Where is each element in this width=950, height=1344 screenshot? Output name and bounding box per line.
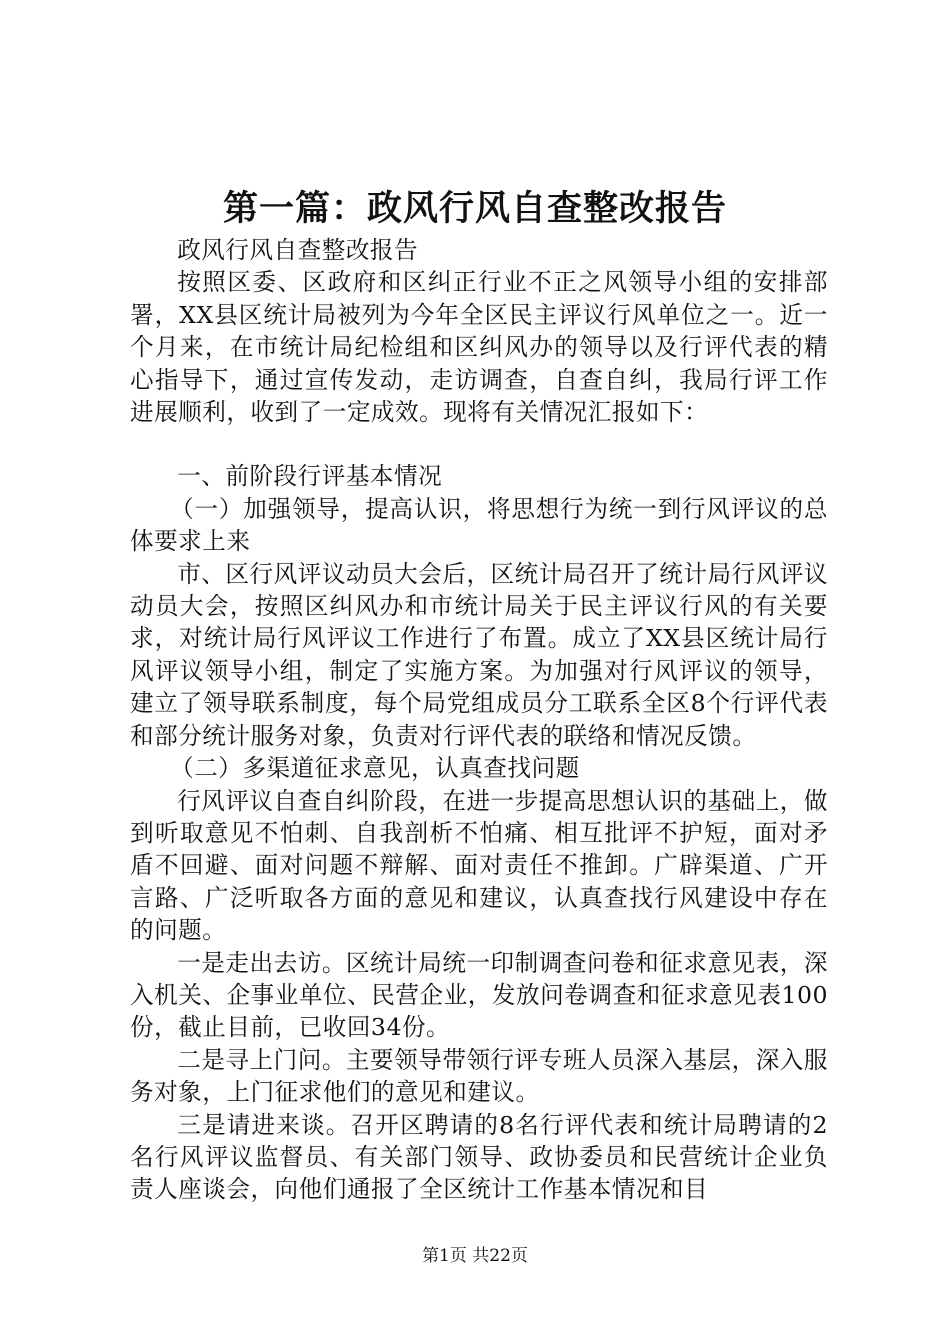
document-title: 第一篇：政风行风自查整改报告: [222, 188, 727, 229]
paragraph-visit-out: 一是走出去访。区统计局统一印制调查问卷和征求意见表，深入机关、企事业单位、民营企业，发放问卷调查和征求意见表100份，截止目前，已收回34份。: [130, 948, 828, 1042]
paragraph-leadership: 市、区行风评议动员大会后，区统计局召开了统计局行风评议动员大会，按照区纠风办和市统计局关于民主评议行风的有关要求，对统计局行风评议工作进行了布置。成立了XX县区统计局行风评议领导小组，制定了实施方案。为加强对行风评议的领导，建立了领导联系制度，每个局党组成员分工联系全区8个行评代表和部分统计服务对象，负责对行评代表的联络和情况反馈。: [130, 559, 828, 750]
subsection-heading-1: （一）加强领导，提高认识，将思想行为统一到行风评议的总体要求上来: [130, 494, 828, 556]
paragraph-intro: 按照区委、区政府和区纠正行业不正之风领导小组的安排部署，XX县区统计局被列为今年全区民主评议行风单位之一。近一个月来，在市统计局纪检组和区纠风办的领导以及行评代表的精心指导下，通过宣传发动，走访调查，自查自纠，我局行评工作进展顺利，收到了一定成效。现将有关情况汇报如下：: [130, 268, 828, 427]
page-number: 第1页 共22页: [422, 1246, 528, 1266]
document-body: [130, 234, 828, 1206]
paragraph-self-check: 行风评议自查自纠阶段，在进一步提高思想认识的基础上，做到听取意见不怕刺、自我剖析不怕痛、相互批评不护短，面对矛盾不回避、面对问题不辩解、面对责任不推卸。广辟渠道、广开言路、广泛听取各方面的意见和建议，认真查找行风建设中存在的问题。: [130, 786, 828, 945]
paragraph-door-to-door: 二是寻上门问。主要领导带领行评专班人员深入基层，深入服务对象，上门征求他们的意见和建议。: [130, 1045, 828, 1107]
subsection-heading-2: （二）多渠道征求意见，认真查找问题: [170, 754, 580, 783]
paragraph-invite-in: 三是请进来谈。召开区聘请的8名行评代表和统计局聘请的2名行风评议监督员、有关部门领导、政协委员和民营统计企业负责人座谈会，向他们通报了全区统计工作基本情况和目: [130, 1110, 828, 1204]
paragraph-subtitle: 政风行风自查整改报告: [177, 236, 419, 264]
section-heading-1: 一、前阶段行评基本情况: [177, 462, 443, 491]
